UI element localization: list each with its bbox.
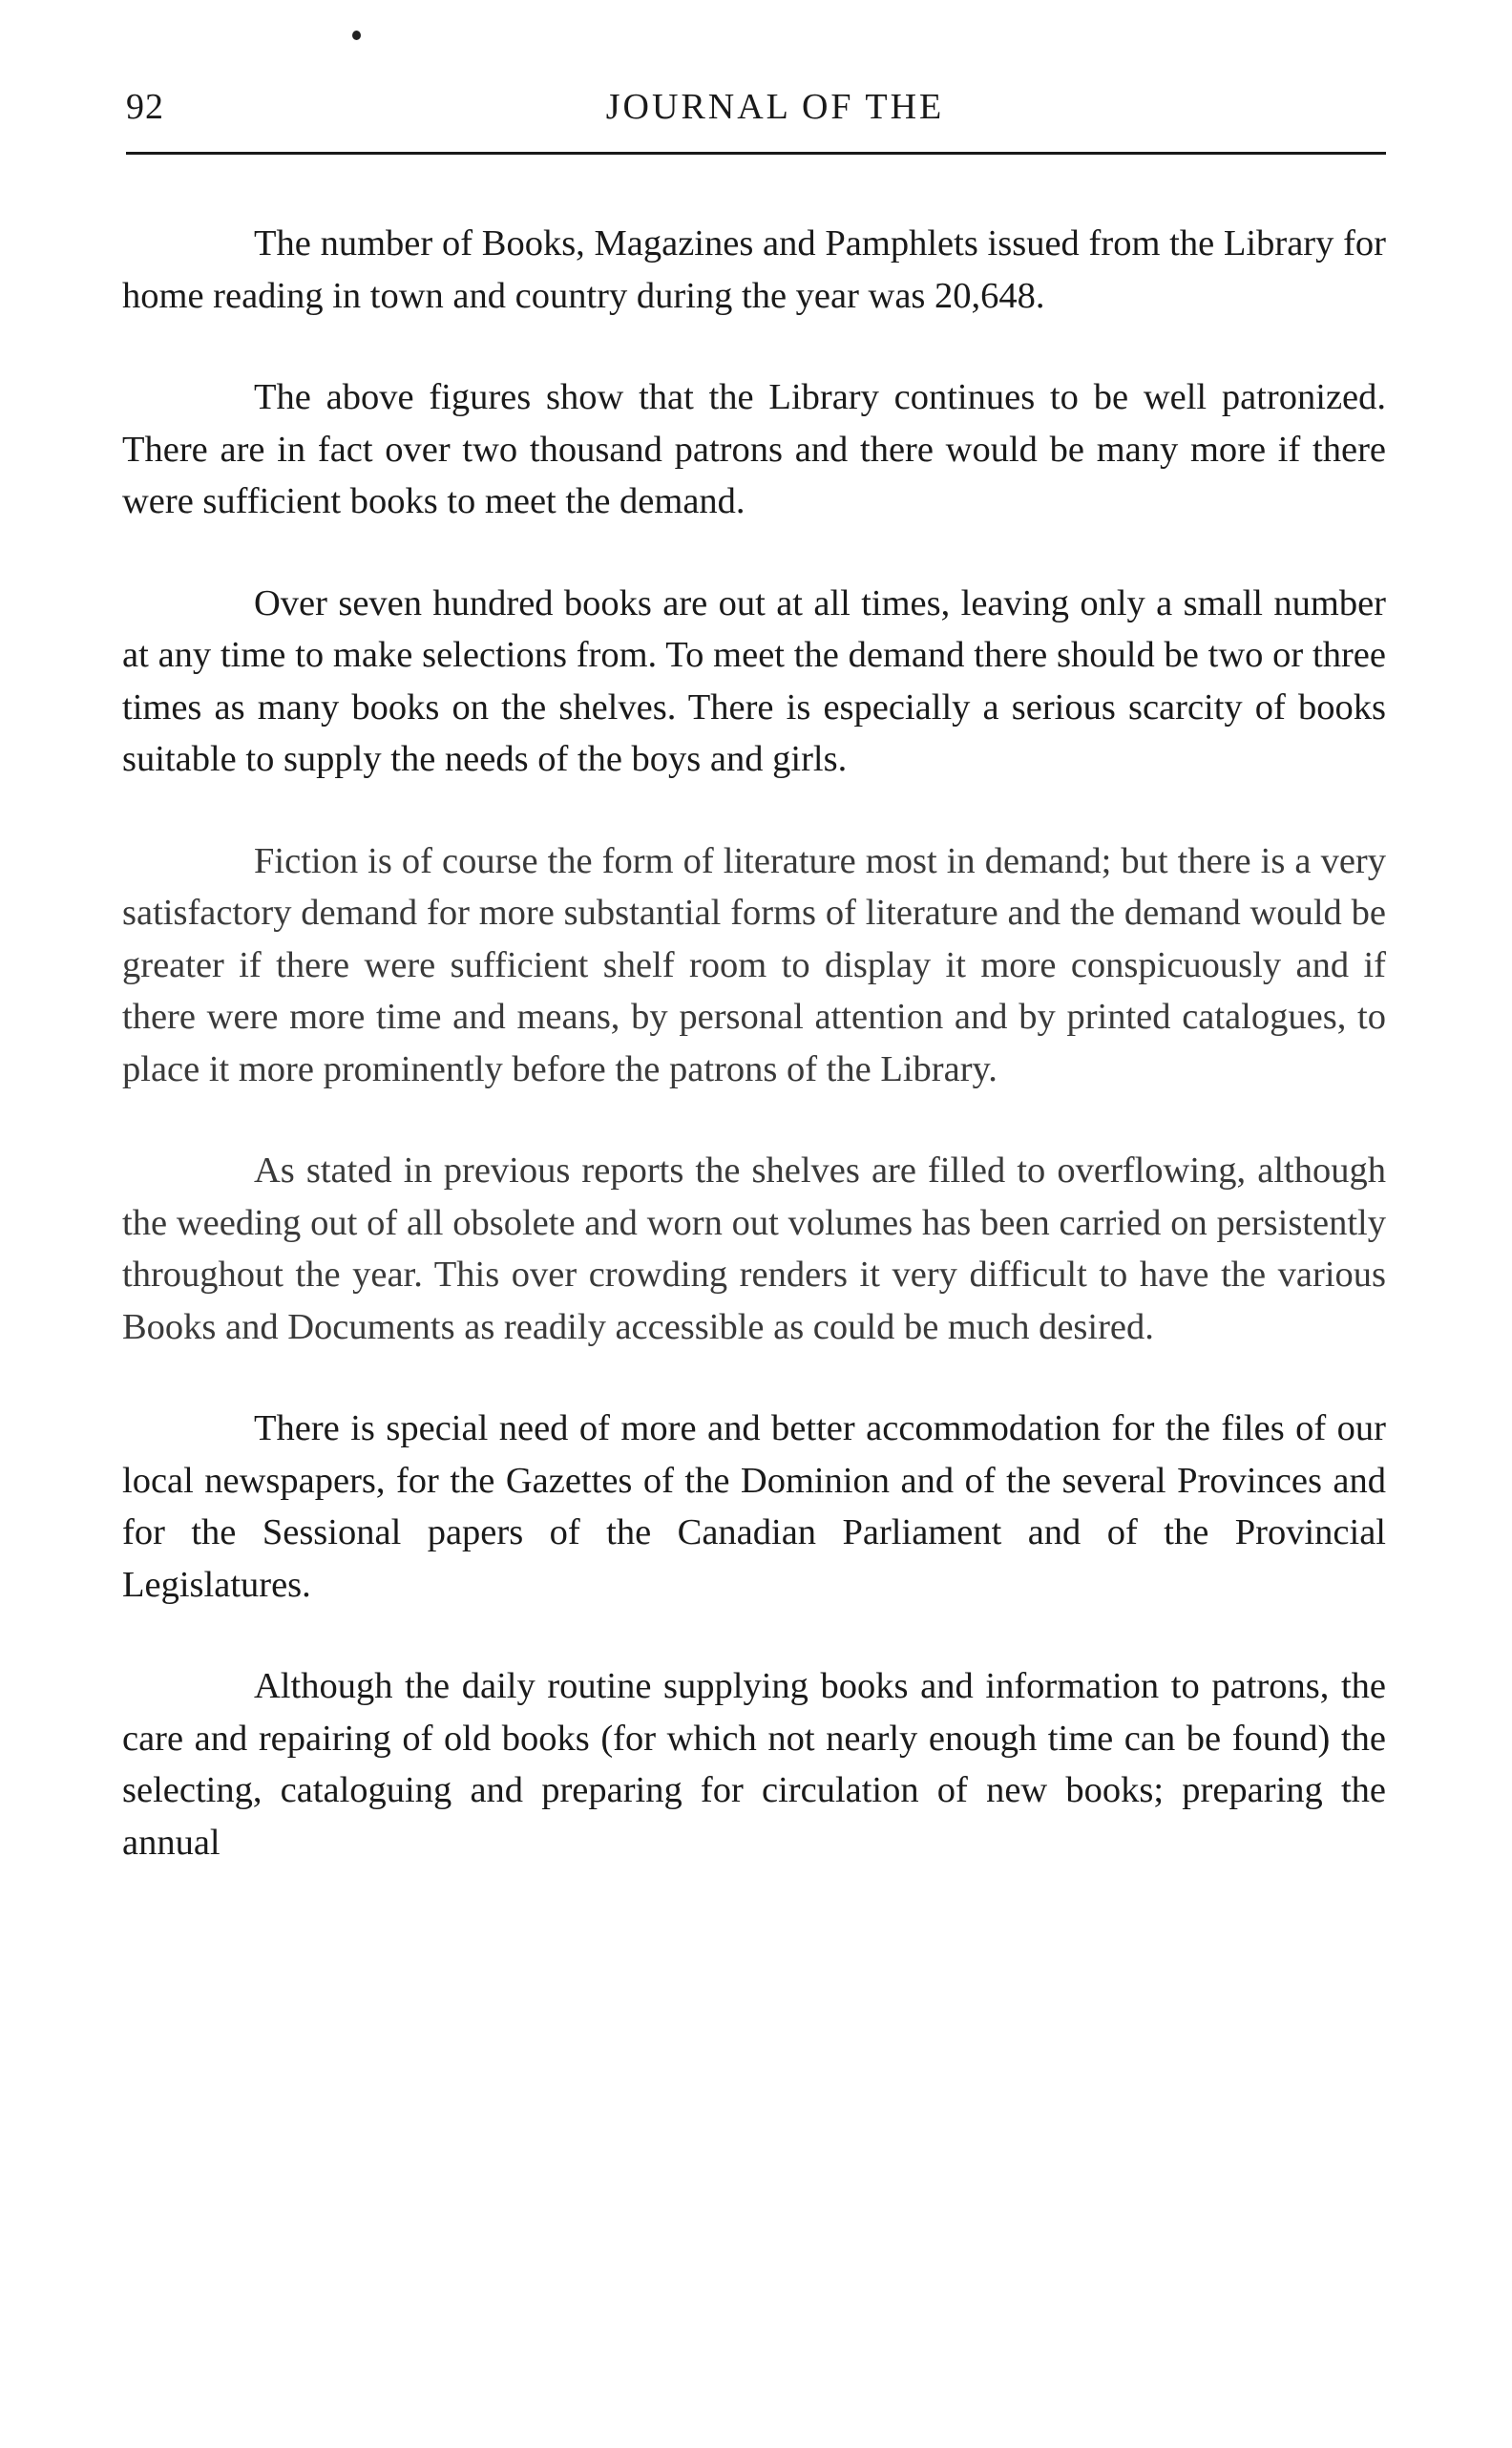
paragraph-overflowing-shelves: As stated in previous reports the shelves are filled to overflowing, although the weeding out of all obsolete and worn out volumes has been carried on persistently throughout the year. This over crowding renders it very difficult to have the various Books and Documents as readily accessible as could be much desired. [122,1150,1386,1347]
page-number: 92 [126,87,164,127]
body-text [122,218,1386,1868]
paragraph-accommodation-need: There is special need of more and better accommodation for the files of our local newspapers, for the Gazettes of the Dominion and of the several Provinces and for the Sessional papers of the Canadian Parliament and of the Provincial Legislatures. [122,1408,1386,1605]
ink-speck [352,31,361,40]
paragraph-daily-routine: Although the daily routine supplying books and information to patrons, the care and repairing of old books (for which not nearly enough time can be found) the selecting, cataloguing and preparing for circulation of new books; preparing the annual [122,1666,1386,1863]
paragraph-books-out: Over seven hundred books are out at all times, leaving only a small number at any time to make selections from. To meet the demand there should be two or three times as many books on the shelves. There is especially a serious scarcity of books suitable to supply the needs of the boys and girls. [122,582,1386,779]
paragraph-patronage: The above figures show that the Library continues to be well patronized. There are in fact over two thousand patrons and there would be many more if there were sufficient books to meet the demand. [122,377,1386,521]
header-rule [126,152,1386,155]
running-head: JOURNAL OF THE [605,87,945,127]
paragraph-fiction-demand: Fiction is of course the form of literature most in demand; but there is a very satisfactory demand for more substantial forms of literature and the demand would be greater if there were sufficient shelf room to display it more conspicuously and if there were more time and means, by personal attention and by printed catalogues, to place it more prominently before the patrons of the Library. [122,840,1386,1089]
paragraph-books-issued: The number of Books, Magazines and Pamphlets issued from the Library for home reading in town and country during the year was 20,648. [122,223,1386,316]
page-header [126,82,1386,139]
